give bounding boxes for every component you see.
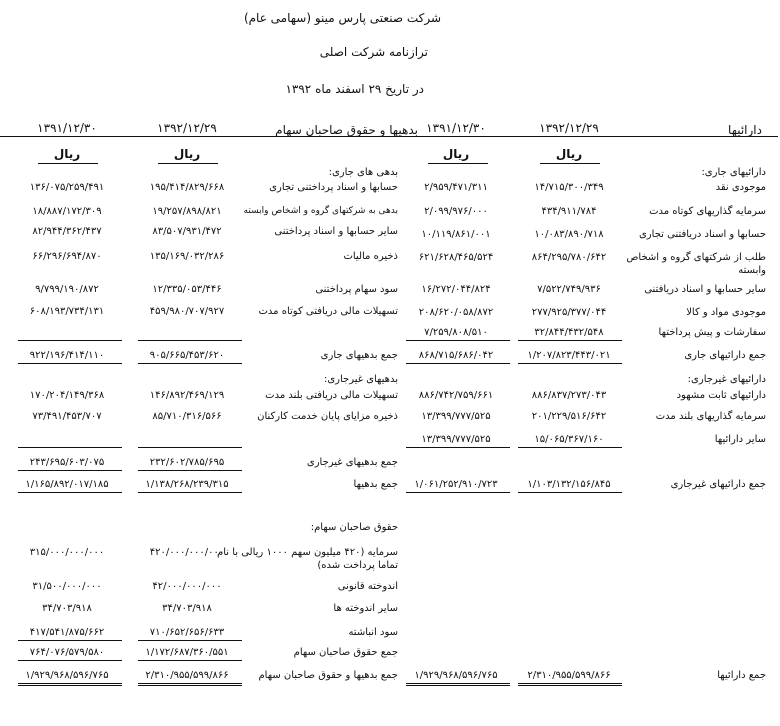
equity-other-res-label: سایر اندوخته ها	[333, 603, 398, 614]
assets-col2-date: ۱۳۹۱/۱۲/۳۰	[426, 121, 486, 135]
assets-noncurrent-heading: دارائیهای غیرجاری:	[687, 374, 766, 385]
company-name: شرکت صنعتی پارس مینو (سهامی عام)	[243, 11, 441, 25]
liab-nc-rule-1	[138, 447, 242, 448]
equity-capital-label: سرمایه (۴۲۰ میلیون سهم ۱۰۰۰ ریالی با نام	[217, 547, 398, 558]
asset-row-label: حسابها و اسناد دریافتنی تجاری	[638, 229, 766, 240]
liab-row-v1: ۱۹۵/۴۱۴/۸۲۹/۶۶۸	[149, 182, 225, 193]
asset-nc-rule-1	[518, 447, 622, 448]
equity-capital-v1: ۴۲۰/۰۰۰/۰۰۰/۰۰۰	[149, 547, 225, 558]
asset-row-v2: ۱۰/۱۱۹/۸۶۱/۰۰۱	[421, 229, 491, 240]
liab-row-label: بدهی به شرکتهای گروه و اشخاص وابسته	[243, 206, 398, 216]
asset-row-label: سایر حسابها و اسناد دریافتنی	[644, 284, 766, 295]
liab-current-total-label: جمع بدهیهای جاری	[320, 350, 398, 361]
equity-legal-label: اندوخته قانونی	[337, 581, 398, 592]
asset-current-rule-2	[406, 340, 510, 341]
liab-current-rule-2	[18, 340, 122, 341]
liab-noncurrent-heading: بدهیهای غیرجاری:	[323, 374, 398, 385]
liabilities-heading: بدهیها و حقوق صاحبان سهام	[275, 123, 418, 137]
asset-row-v1: ۸۶۴/۲۹۵/۷۸۰/۶۴۲	[531, 252, 607, 263]
liab-row-v2: ۶۰۸/۱۹۳/۷۳۴/۱۳۱	[29, 306, 105, 317]
asset-nc-row-v1: ۲۰۱/۲۲۹/۵۱۶/۶۴۲	[531, 411, 607, 422]
liab-row-v1: ۴۵۹/۹۸۰/۷۰۷/۹۲۷	[149, 306, 225, 317]
asset-current-rule-1	[518, 340, 622, 341]
equity-retained-v1: ۷۱۰/۶۵۲/۶۵۶/۶۳۳	[149, 627, 225, 638]
asset-grand-total-rule-2	[406, 682, 510, 686]
liab-grand-total-v2: ۱/۹۲۹/۹۶۸/۵۹۶/۷۶۵	[25, 670, 109, 681]
liab-total-v1: ۱/۱۳۸/۲۶۸/۲۳۹/۳۱۵	[145, 479, 229, 490]
liab-nc-row-label: ذخیره مزایای پایان خدمت کارکنان	[257, 411, 398, 422]
asset-nc-total-rule-1	[518, 492, 622, 493]
asset-row-v2: ۲/۹۵۹/۴۷۱/۳۱۱	[424, 182, 488, 193]
assets-current-total-v1: ۱/۲۰۷/۸۲۳/۴۴۳/۰۲۱	[527, 350, 611, 361]
asset-row-label: طلب از شرکتهای گروه و اشخاص	[626, 252, 766, 263]
asset-row-v2: ۲۰۸/۶۲۰/۰۵۸/۸۷۲	[418, 307, 494, 318]
equity-other-res-v2: ۳۴/۷۰۳/۹۱۸	[42, 603, 92, 614]
asset-row-v1: ۴۳۴/۹۱۱/۷۸۴	[541, 206, 597, 217]
asset-nc-row-v1: ۸۸۶/۸۳۷/۲۷۳/۰۴۳	[531, 390, 607, 401]
liab-row-label: سود سهام پرداختنی	[315, 284, 398, 295]
liab-total-v2: ۱/۱۶۵/۸۹۲/۰۱۷/۱۸۵	[25, 479, 109, 490]
asset-nc-row-v2: ۸۸۶/۷۴۲/۷۵۹/۶۶۱	[418, 390, 494, 401]
liab-nc-row-v1: ۱۴۶/۸۹۲/۴۶۹/۱۲۹	[149, 390, 225, 401]
asset-nc-row-v2: ۱۳/۳۹۹/۷۷۷/۵۲۵	[421, 434, 491, 445]
assets-grand-total-label: جمع دارائیها	[717, 670, 766, 681]
equity-total-rule-1	[138, 660, 242, 661]
assets-current-total-v2: ۸۶۸/۷۱۵/۶۸۶/۰۴۲	[418, 350, 494, 361]
assets-grand-total-v2: ۱/۹۲۹/۹۶۸/۵۹۶/۷۶۵	[414, 670, 498, 681]
asset-row-label: موجودی مواد و کالا	[686, 307, 766, 318]
asset-row-v1: ۱۴/۷۱۵/۳۰۰/۳۴۹	[534, 182, 604, 193]
equity-heading: حقوق صاحبان سهام:	[310, 522, 398, 533]
equity-retained-label: سود انباشته	[348, 627, 398, 638]
liab-row-v2: ۱۸/۸۸۷/۱۷۲/۳۰۹	[32, 206, 102, 217]
liab-total-rule-1	[138, 492, 242, 493]
liabilities-col1-unit: ریال	[173, 147, 201, 161]
liab-row-v2: ۱۳۶/۰۷۵/۲۵۹/۴۹۱	[29, 182, 105, 193]
asset-nc-rule-2	[406, 447, 510, 448]
equity-total-rule-2	[18, 660, 122, 661]
liab-row-v1: ۱۳۵/۱۶۹/۰۳۲/۲۸۶	[149, 251, 225, 262]
liab-row-label: سایر حسابها و اسناد پرداختنی	[274, 226, 398, 237]
liab-current-total-v2: ۹۲۲/۱۹۶/۴۱۴/۱۱۰	[29, 350, 105, 361]
asset-row-label: موجودی نقد	[715, 182, 766, 193]
equity-other-res-v1: ۳۴/۷۰۳/۹۱۸	[162, 603, 212, 614]
assets-noncurrent-total-v1: ۱/۱۰۳/۱۳۲/۱۵۶/۸۴۵	[527, 479, 611, 490]
unit-underline-l2	[38, 163, 98, 164]
equity-total-label: جمع حقوق صاحبان سهام	[293, 647, 398, 658]
liab-noncurrent-total-v1: ۲۳۲/۶۰۲/۷۸۵/۶۹۵	[149, 457, 225, 468]
liabilities-col2-unit: ریال	[53, 147, 81, 161]
liab-grand-total-rule-2	[18, 682, 122, 686]
liab-nc-total-rule-2	[18, 470, 122, 471]
asset-row-label: سفارشات و پیش پرداختها	[658, 327, 766, 338]
assets-noncurrent-total-v2: ۱/۰۶۱/۲۵۲/۹۱۰/۷۲۳	[414, 479, 498, 490]
liab-row-v1: ۸۳/۵۰۷/۹۳۱/۴۷۲	[152, 226, 222, 237]
liab-row-v2: ۹/۷۹۹/۱۹۰/۸۷۲	[35, 284, 99, 295]
asset-row-v2: ۲/۰۹۹/۹۷۶/۰۰۰	[424, 206, 488, 217]
asset-row-v1: ۳۲/۸۴۴/۴۳۲/۵۴۸	[534, 327, 604, 338]
asset-current-total-rule-2	[406, 363, 510, 364]
liab-total-label: جمع بدهیها	[353, 479, 398, 490]
asset-row-v1: ۲۷۷/۹۲۵/۳۷۷/۰۴۴	[531, 307, 607, 318]
asset-row-v2: ۱۶/۲۷۲/۰۴۴/۸۲۴	[421, 284, 491, 295]
asset-row-v1: ۷/۵۲۲/۷۴۹/۹۳۶	[537, 284, 601, 295]
equity-rule-1	[138, 640, 242, 641]
equity-total-v1: ۱/۱۷۲/۶۸۷/۳۶۰/۵۵۱	[145, 647, 229, 658]
assets-col1-date: ۱۳۹۲/۱۲/۲۹	[539, 121, 599, 135]
liab-grand-total-v1: ۲/۳۱۰/۹۵۵/۵۹۹/۸۶۶	[145, 670, 229, 681]
asset-nc-row-v2: ۱۳/۳۹۹/۷۷۷/۵۲۵	[421, 411, 491, 422]
unit-underline-l1	[158, 163, 218, 164]
liab-total-rule-2	[18, 492, 122, 493]
liab-row-v1: ۱۹/۲۵۷/۸۹۸/۸۲۱	[152, 206, 222, 217]
liab-nc-row-label: تسهیلات مالی دریافتی بلند مدت	[265, 390, 398, 401]
asset-nc-row-label: سایر دارائیها	[714, 434, 766, 445]
unit-underline-a1	[540, 163, 600, 164]
asset-row-v2: ۷/۲۵۹/۸۰۸/۵۱۰	[424, 327, 488, 338]
liab-row-v1: ۱۲/۳۳۵/۰۵۳/۴۴۶	[152, 284, 222, 295]
liabilities-col1-date: ۱۳۹۲/۱۲/۲۹	[157, 121, 217, 135]
asset-row-v1: ۱۰/۰۸۳/۸۹۰/۷۱۸	[534, 229, 604, 240]
liab-current-heading: بدهی های جاری:	[328, 167, 398, 178]
assets-grand-total-v1: ۲/۳۱۰/۹۵۵/۵۹۹/۸۶۶	[527, 670, 611, 681]
liab-current-total-rule-2	[18, 363, 122, 364]
asset-nc-row-label: سرمایه گذاریهای بلند مدت	[655, 411, 766, 422]
liab-row-label: حسابها و اسناد پرداختنی تجاری	[269, 182, 398, 193]
liab-current-total-v1: ۹۰۵/۶۶۵/۴۵۳/۶۲۰	[149, 350, 225, 361]
assets-current-heading: دارائیهای جاری:	[701, 167, 766, 178]
report-title: ترازنامه شرکت اصلی	[319, 45, 428, 59]
liab-nc-row-v1: ۸۵/۷۱۰/۳۱۶/۵۶۶	[152, 411, 222, 422]
liab-noncurrent-total-label: جمع بدهیهای غیرجاری	[306, 457, 398, 468]
asset-row-label: سرمایه گذاریهای کوتاه مدت	[649, 206, 766, 217]
equity-legal-v1: ۴۲/۰۰۰/۰۰۰/۰۰۰	[152, 581, 222, 592]
liab-current-rule-1	[138, 340, 242, 341]
liab-nc-rule-2	[18, 447, 122, 448]
assets-noncurrent-total-label: جمع دارائیهای غیرجاری	[670, 479, 766, 490]
asset-row-v2: ۶۲۱/۶۲۸/۴۶۵/۵۲۴	[418, 252, 494, 263]
asset-grand-total-rule-1	[518, 682, 622, 686]
equity-capital-label-cont: تماما پرداخت شده)	[317, 560, 398, 571]
liab-nc-row-v2: ۱۷۰/۲۰۴/۱۴۹/۳۶۸	[29, 390, 105, 401]
asset-nc-row-label: دارائیهای ثابت مشهود	[676, 390, 766, 401]
report-date: در تاریخ ۲۹ اسفند ماه ۱۳۹۲	[285, 82, 424, 96]
liab-nc-total-rule-1	[138, 470, 242, 471]
equity-retained-v2: ۴۱۷/۵۴۱/۸۷۵/۶۶۲	[29, 627, 105, 638]
liab-row-label: ذخیره مالیات	[343, 251, 398, 262]
liabilities-col2-date: ۱۳۹۱/۱۲/۳۰	[37, 121, 97, 135]
liab-current-total-rule-1	[138, 363, 242, 364]
equity-capital-v2: ۳۱۵/۰۰۰/۰۰۰/۰۰۰	[29, 547, 105, 558]
assets-col2-unit: ریال	[442, 147, 470, 161]
assets-heading: دارائیها	[728, 123, 762, 137]
liab-grand-total-rule-1	[138, 682, 242, 686]
liab-nc-row-v2: ۷۳/۴۹۱/۴۵۳/۷۰۷	[32, 411, 102, 422]
assets-col1-unit: ریال	[555, 147, 583, 161]
equity-legal-v2: ۳۱/۵۰۰/۰۰۰/۰۰۰	[32, 581, 102, 592]
assets-current-total-label: جمع دارائیهای جاری	[684, 350, 766, 361]
asset-nc-row-v1: ۱۵/۰۶۵/۳۶۷/۱۶۰	[534, 434, 604, 445]
asset-current-total-rule-1	[518, 363, 622, 364]
liab-noncurrent-total-v2: ۲۴۳/۶۹۵/۶۰۳/۰۷۵	[29, 457, 105, 468]
asset-row-label-cont: وابسته	[738, 265, 766, 276]
liab-row-label: تسهیلات مالی دریافتی کوتاه مدت	[258, 306, 398, 317]
header-underline	[0, 136, 778, 137]
equity-total-v2: ۷۶۴/۰۷۶/۵۷۹/۵۸۰	[29, 647, 105, 658]
equity-rule-2	[18, 640, 122, 641]
liab-row-v2: ۸۲/۹۴۴/۳۶۲/۴۳۷	[32, 226, 102, 237]
liab-row-v2: ۶۶/۲۹۶/۶۹۴/۸۷۰	[32, 251, 102, 262]
unit-underline-a2	[428, 163, 488, 164]
liab-grand-total-label: جمع بدهیها و حقوق صاحبان سهام	[258, 670, 398, 681]
asset-nc-total-rule-2	[406, 492, 510, 493]
